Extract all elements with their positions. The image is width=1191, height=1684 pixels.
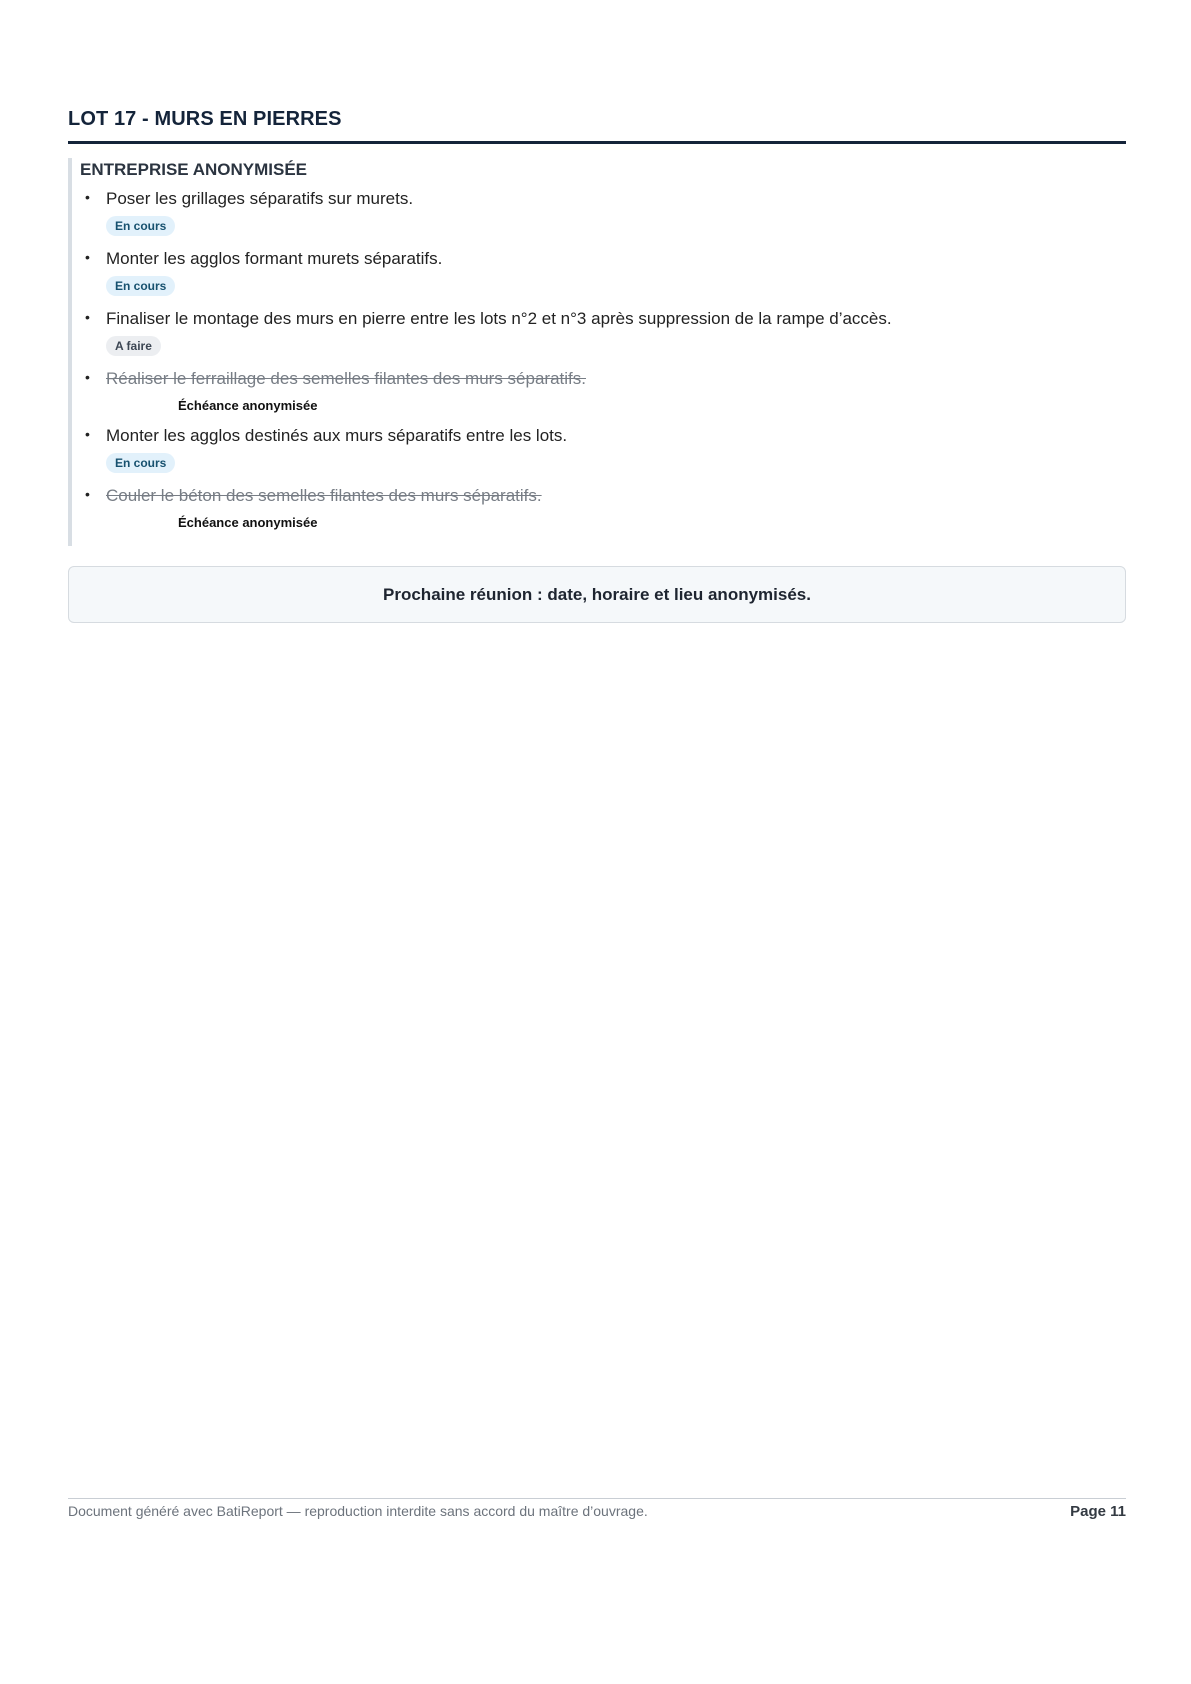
task-list bbox=[80, 186, 1126, 530]
deadline-label: Échéance anonymisée bbox=[178, 398, 318, 413]
task-text: • Réaliser le ferraillage des semelles filantes des murs séparatifs. bbox=[106, 369, 586, 388]
task-item-completed bbox=[80, 483, 1126, 530]
report-page bbox=[68, 108, 1126, 623]
task-text: • Monter les agglos destinés aux murs séparatifs entre les lots. bbox=[106, 426, 568, 445]
task-item bbox=[80, 186, 1126, 236]
company-name: ENTREPRISE ANONYMISÉE bbox=[80, 160, 308, 179]
task-text: • Couler le béton des semelles filantes des murs séparatifs. bbox=[106, 486, 542, 505]
next-meeting-box bbox=[68, 566, 1126, 623]
task-text: • Monter les agglos formant murets séparatifs. bbox=[106, 249, 443, 268]
task-item bbox=[80, 306, 1126, 356]
next-meeting-text: Prochaine réunion : date, horaire et lieu anonymisés. bbox=[383, 584, 811, 604]
status-badge: En cours bbox=[106, 276, 175, 296]
lot-title: LOT 17 - MURS EN PIERRES bbox=[68, 108, 1126, 144]
status-badge: A faire bbox=[106, 336, 161, 356]
deadline-label: Échéance anonymisée bbox=[178, 515, 318, 530]
task-text: • Finaliser le montage des murs en pierre entre les lots n°2 et n°3 après suppression de la rampe d’accès. bbox=[106, 309, 892, 328]
company-block bbox=[68, 158, 1126, 546]
page-footer bbox=[68, 1498, 1126, 1520]
task-item bbox=[80, 246, 1126, 296]
task-item-completed bbox=[80, 366, 1126, 413]
page-number: Page 11 bbox=[1070, 1503, 1126, 1520]
status-badge: En cours bbox=[106, 453, 175, 473]
task-text: • Poser les grillages séparatifs sur murets. bbox=[106, 189, 414, 208]
status-badge: En cours bbox=[106, 216, 175, 236]
footer-disclaimer: Document généré avec BatiReport — reproduction interdite sans accord du maître d’ouvrage. bbox=[68, 1503, 648, 1519]
task-item bbox=[80, 423, 1126, 473]
